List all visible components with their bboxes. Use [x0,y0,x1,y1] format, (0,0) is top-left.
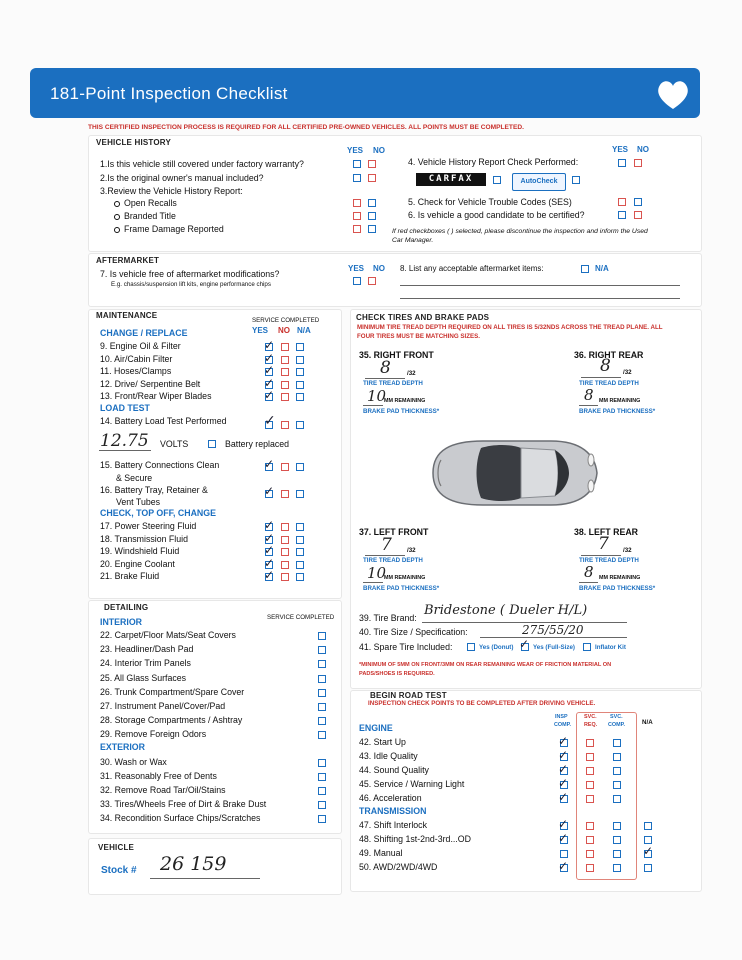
maintenance-item-label: 13. Front/Rear Wiper Blades [100,391,212,401]
maintenance-na-checkbox[interactable] [296,368,304,376]
detailing-checkbox[interactable] [318,689,326,697]
road-test-item-label: 50. AWD/2WD/4WD [359,862,438,872]
vh-no-header: NO [373,146,385,155]
q4-yes-checkbox[interactable] [618,159,626,167]
exterior-heading: EXTERIOR [100,742,145,752]
svc-comp-checkbox[interactable] [613,739,621,747]
q1-no-checkbox[interactable] [368,160,376,168]
aftermarket-heading: AFTERMARKET [96,256,160,265]
road-test-item-label: 46. Acceleration [359,793,422,803]
q7-examples: E.g. chassis/suspension lift kits, engine performance chips [111,281,271,288]
q2-no-checkbox[interactable] [368,174,376,182]
q8-na-checkbox[interactable] [581,265,589,273]
maintenance-no-checkbox[interactable] [281,548,289,556]
interior-heading: INTERIOR [100,617,143,627]
tires-heading: CHECK TIRES AND BRAKE PADS [356,313,490,322]
rr-pad-line[interactable] [579,405,598,406]
detailing-item-label: 30. Wash or Wax [100,757,167,767]
road-test-item-label: 44. Sound Quality [359,765,429,775]
q2-manual: 2.Is the original owner's manual included? [100,173,264,183]
check-mark: ✓ [264,484,275,498]
maintenance-item-label: 11. Hoses/Clamps [100,366,172,376]
lr-pad-line[interactable] [579,582,598,583]
col-svc-comp: SVC. [610,714,623,720]
heart-icon [654,75,692,113]
detailing-checkbox[interactable] [318,632,326,640]
maintenance-no-checkbox[interactable] [281,523,289,531]
item-14-no-checkbox[interactable] [281,421,289,429]
check-mark: ✓ [558,762,569,776]
q8-na-label: N/A [595,264,609,273]
lf-tread-value: 7 [381,535,392,555]
road-test-item-label: 48. Shifting 1st-2nd-3rd...OD [359,834,471,844]
battery-replaced-label: Battery replaced [225,439,290,449]
detailing-checkbox[interactable] [318,660,326,668]
svc-comp-checkbox[interactable] [613,753,621,761]
check-mark: ✓ [558,817,569,831]
vh-yes-header-right: YES [612,145,629,154]
road-test-item-label: 47. Shift Interlock [359,820,427,830]
q6-yes-checkbox[interactable] [618,211,626,219]
autocheck-checkbox[interactable] [572,176,580,184]
q7-no-checkbox[interactable] [368,277,376,285]
detailing-checkbox[interactable] [318,759,326,767]
sub-open-recalls: Open Recalls [124,198,177,208]
change-replace-heading: CHANGE / REPLACE [100,328,188,338]
check-mark: ✓ [558,831,569,845]
volts-label: VOLTS [160,439,189,449]
rf-pad-thickness-label: BRAKE PAD THICKNESS* [363,408,440,415]
item-15-na-checkbox[interactable] [296,463,304,471]
col-req: REQ. [584,722,598,728]
battery-volts-value: 12.75 [100,431,149,451]
q5-no-checkbox[interactable] [634,198,642,206]
item-15-no-checkbox[interactable] [281,463,289,471]
col-svc-comp-2: COMP. [608,722,625,728]
detailing-item-label: 32. Remove Road Tar/Oil/Stains [100,785,226,795]
right-rear-label: 36. RIGHT REAR [574,350,644,360]
detailing-item-label: 28. Storage Compartments / Ashtray [100,715,243,726]
detailing-item-label: 31. Reasonably Free of Dents [100,771,217,781]
recalls-yes-checkbox[interactable] [353,199,361,207]
maintenance-no-checkbox[interactable] [281,356,289,364]
sub-frame-damage: Frame Damage Reported [124,224,224,234]
lf-pad-thickness-label: BRAKE PAD THICKNESS* [363,585,440,592]
na-checkbox[interactable] [644,822,652,830]
maintenance-item-label: 17. Power Steering Fluid [100,521,197,531]
svc-comp-checkbox[interactable] [613,767,621,775]
check-mark: ✓ [558,859,569,873]
q4-report-check: 4. Vehicle History Report Check Performed: [408,157,579,167]
item-15-label-cont: & Secure [116,473,153,483]
sub-branded-title: Branded Title [124,211,176,221]
rf-mm-label: MM REMAINING [384,398,426,404]
check-mark: ✓ [558,748,569,762]
tires-note-2: FOUR TIRES MUST BE MATCHING SIZES. [357,333,480,340]
vehicle-heading: VEHICLE [98,843,135,852]
check-mark: ✓ [264,530,275,545]
detailing-item-label: 24. Interior Trim Panels [100,658,191,669]
lr-fraction: /32 [623,547,632,554]
road-test-heading: BEGIN ROAD TEST [370,691,447,700]
svc-comp-checkbox[interactable] [613,836,621,844]
maintenance-no-checkbox[interactable] [281,561,289,569]
item-14-label: 14. Battery Load Test Performed [100,416,227,426]
left-rear-label: 38. LEFT REAR [574,527,639,537]
am-yes-header: YES [348,264,365,273]
tire-size-label: 40. Tire Size / Specification: [359,627,468,637]
bullet [114,214,120,220]
vh-no-header-right: NO [637,145,649,154]
q8-write-line-1[interactable] [400,285,680,286]
q4-no-checkbox[interactable] [634,159,642,167]
mt-yes-header: YES [252,326,269,335]
lf-fraction: /32 [407,547,416,554]
check-mark: ✓ [558,790,569,804]
check-mark: ✓ [264,555,275,570]
maintenance-item-label: 18. Transmission Fluid [100,533,189,544]
rf-pad-value: 10 [367,387,387,405]
road-test-item-label: 42. Start Up [359,737,406,747]
road-test-item-label: 49. Manual [359,848,403,858]
detailing-heading: DETAILING [104,603,149,612]
rr-pad-thickness-label: BRAKE PAD THICKNESS* [579,408,656,415]
check-mark: ✓ [264,413,276,429]
rf-pad-line[interactable] [363,405,383,406]
transmission-heading: TRANSMISSION [359,806,427,816]
q5-yes-checkbox[interactable] [618,198,626,206]
svc-req-checkbox[interactable] [586,795,594,803]
spare-donut-checkbox[interactable] [467,643,475,651]
q1-yes-checkbox[interactable] [353,160,361,168]
col-insp: INSP [555,714,568,720]
autocheck-logo: AutoCheck [512,173,566,191]
rr-mm-label: MM REMAINING [599,398,641,404]
check-mark: ✓ [643,844,654,858]
svc-req-checkbox[interactable] [586,753,594,761]
maintenance-na-checkbox[interactable] [296,561,304,569]
maintenance-na-checkbox[interactable] [296,356,304,364]
rf-tread-value: 8 [380,358,391,378]
q5-trouble-codes: 5. Check for Vehicle Trouble Codes (SES) [408,197,572,207]
rr-fraction: /32 [623,369,632,376]
maintenance-na-checkbox[interactable] [296,536,304,544]
tire-size-line[interactable] [480,637,627,638]
tire-brand-label: 39. Tire Brand: [359,613,417,623]
road-test-note: INSPECTION CHECK POINTS TO BE COMPLETED AFTER DRIVING VEHICLE. [368,700,596,707]
detailing-item-label: 33. Tires/Wheels Free of Dirt & Brake Dust [100,799,267,809]
detailing-checkbox[interactable] [318,703,326,711]
maintenance-no-checkbox[interactable] [281,393,289,401]
inflator-kit-checkbox[interactable] [583,643,591,651]
q7-yes-checkbox[interactable] [353,277,361,285]
q6-no-checkbox[interactable] [634,211,642,219]
lr-tread-line[interactable] [581,555,621,556]
q7-modifications: 7. Is vehicle free of aftermarket modifications? [100,269,280,279]
road-test-item-label: 43. Idle Quality [359,751,418,761]
maintenance-no-checkbox[interactable] [281,343,289,351]
tires-note-1: MINIMUM TIRE TREAD DEPTH REQUIRED ON ALL TIRES IS 5/32NDS ACROSS THE TREAD PLANE. ALL [357,324,663,331]
lr-tread-label: TIRE TREAD DEPTH [579,557,639,564]
rr-tread-label: TIRE TREAD DEPTH [579,380,639,387]
stock-write-line[interactable] [150,878,260,879]
lf-pad-line[interactable] [363,582,383,583]
check-mark: ✓ [264,457,275,471]
lf-tread-label: TIRE TREAD DEPTH [363,557,423,564]
q8-write-line-2[interactable] [400,298,680,299]
volts-write-line[interactable] [99,450,151,451]
lr-mm-label: MM REMAINING [599,575,641,581]
detailing-checkbox[interactable] [318,787,326,795]
insp-comp-checkbox[interactable] [560,850,568,858]
maintenance-na-checkbox[interactable] [296,523,304,531]
spare-full-label: Yes (Full-Size) [533,644,575,651]
spare-tire-label: 41. Spare Tire Included: [359,642,453,652]
item-16-no-checkbox[interactable] [281,490,289,498]
svc-comp-checkbox[interactable] [613,781,621,789]
svc-req-checkbox[interactable] [586,836,594,844]
svc-req-checkbox[interactable] [586,822,594,830]
maintenance-item-label: 10. Air/Cabin Filter [100,353,173,364]
bullet [114,201,120,207]
spare-donut-label: Yes (Donut) [479,644,514,651]
svc-comp-checkbox[interactable] [613,795,621,803]
lr-pad-thickness-label: BRAKE PAD THICKNESS* [579,585,656,592]
maintenance-item-label: 19. Windshield Fluid [100,546,180,556]
engine-heading: ENGINE [359,723,393,733]
check-mark: ✓ [264,568,275,582]
check-mark: ✓ [558,776,569,790]
maintenance-no-checkbox[interactable] [281,536,289,544]
check-mark: ✓ [264,338,275,352]
q8-aftermarket-items: 8. List any acceptable aftermarket items: [400,264,544,273]
item-16-na-checkbox[interactable] [296,490,304,498]
maintenance-heading: MAINTENANCE [96,311,158,320]
detailing-checkbox[interactable] [318,731,326,739]
maintenance-no-checkbox[interactable] [281,368,289,376]
check-mark: ✓ [264,543,275,557]
detailing-checkbox[interactable] [318,675,326,683]
page-title: 181-Point Inspection Checklist [50,84,288,103]
maintenance-no-checkbox[interactable] [281,381,289,389]
battery-replaced-checkbox[interactable] [208,440,216,448]
svc-comp-checkbox[interactable] [613,850,621,858]
detailing-item-label: 22. Carpet/Floor Mats/Seat Covers [100,630,236,640]
q2-yes-checkbox[interactable] [353,174,361,182]
min-pad-note-2: PADS/SHOES IS REQUIRED. [359,671,435,677]
lf-pad-value: 10 [367,564,387,582]
detailing-checkbox[interactable] [318,801,326,809]
maintenance-no-checkbox[interactable] [281,573,289,581]
right-front-label: 35. RIGHT FRONT [359,350,434,360]
road-test-item-label: 45. Service / Warning Light [359,779,465,789]
vehicle-history-heading: VEHICLE HISTORY [96,138,172,147]
load-test-heading: LOAD TEST [100,403,150,413]
check-mark: ✓ [519,637,530,651]
maintenance-item-label: 9. Engine Oil & Filter [100,341,181,351]
item-14-na-checkbox[interactable] [296,421,304,429]
na-checkbox[interactable] [644,836,652,844]
stock-number-value: 26 159 [160,853,227,875]
item-16-label: 16. Battery Tray, Retainer & [100,485,208,495]
detailing-checkbox[interactable] [318,646,326,654]
item-15-label: 15. Battery Connections Clean [100,460,220,470]
mt-no-header: NO [278,326,290,335]
col-insp-comp: COMP. [554,722,571,728]
check-mark: ✓ [264,375,275,390]
recalls-no-checkbox[interactable] [368,199,376,207]
maintenance-na-checkbox[interactable] [296,393,304,401]
car-top-view-icon [423,436,601,510]
svc-comp-checkbox[interactable] [613,864,621,872]
detailing-checkbox[interactable] [318,815,326,823]
left-front-label: 37. LEFT FRONT [359,527,429,537]
check-mark: ✓ [264,350,275,365]
dt-service-completed: SERVICE COMPLETED [267,614,335,621]
lr-tread-value: 7 [598,534,609,554]
lr-pad-value: 8 [584,563,594,581]
na-checkbox[interactable] [644,864,652,872]
frame-yes-checkbox[interactable] [353,225,361,233]
rr-pad-value: 8 [584,386,594,404]
vh-yes-header: YES [347,146,364,155]
rr-tread-value: 8 [600,356,611,376]
maintenance-na-checkbox[interactable] [296,573,304,581]
branded-no-checkbox[interactable] [368,212,376,220]
maintenance-na-checkbox[interactable] [296,343,304,351]
col-svc-req: SVC. [584,714,597,720]
svc-req-checkbox[interactable] [586,864,594,872]
item-16-label-cont: Vent Tubes [116,497,161,507]
detailing-item-label: 26. Trunk Compartment/Spare Cover [100,686,245,697]
maintenance-item-label: 20. Engine Coolant [100,558,175,569]
detailing-item-label: 27. Instrument Panel/Cover/Pad [100,701,226,711]
lf-mm-label: MM REMAINING [384,575,426,581]
maintenance-item-label: 12. Drive/ Serpentine Belt [100,378,201,389]
branded-yes-checkbox[interactable] [353,212,361,220]
svc-req-checkbox[interactable] [586,850,594,858]
am-no-header: NO [373,264,385,273]
q6-good-candidate: 6. Is vehicle a good candidate to be certified? [408,210,585,220]
svc-req-checkbox[interactable] [586,781,594,789]
detailing-item-label: 29. Remove Foreign Odors [100,729,207,740]
check-mark: ✓ [558,734,569,748]
carfax-logo: CARFAX [416,173,486,186]
detailing-checkbox[interactable] [318,773,326,781]
q1-warranty: 1.Is this vehicle still covered under factory warranty? [100,159,304,169]
carfax-checkbox[interactable] [493,176,501,184]
svc-req-checkbox[interactable] [586,767,594,775]
maintenance-na-checkbox[interactable] [296,548,304,556]
mt-na-header: N/A [297,326,311,335]
frame-no-checkbox[interactable] [368,225,376,233]
detailing-item-label: 23. Headliner/Dash Pad [100,644,194,655]
mt-service-completed: SERVICE COMPLETED [252,317,320,324]
tire-size-value: 275/55/20 [522,623,584,637]
maintenance-item-label: 21. Brake Fluid [100,571,160,581]
svc-comp-checkbox[interactable] [613,822,621,830]
tire-brand-value: Bridestone ( Dueler H/L) [424,603,588,618]
detailing-checkbox[interactable] [318,717,326,725]
check-mark: ✓ [264,518,275,532]
min-pad-note-1: *MINIMUM OF 5MM ON FRONT/3MM ON REAR REMAINING WEAR OF FRICTION MATERIAL ON [359,662,612,668]
q3-history-report: 3.Review the Vehicle History Report: [100,186,243,196]
check-top-off-heading: CHECK, TOP OFF, CHANGE [100,508,216,518]
rf-tread-label: TIRE TREAD DEPTH [363,380,423,387]
rf-fraction: /32 [407,370,416,377]
rf-tread-line[interactable] [365,378,405,379]
check-mark: ✓ [264,363,275,377]
bullet [114,227,120,233]
rr-tread-line[interactable] [581,377,621,378]
detailing-item-label: 25. All Glass Surfaces [100,672,187,683]
inflator-kit-label: Inflator Kit [595,644,626,651]
certification-warning: THIS CERTIFIED INSPECTION PROCESS IS REQUIRED FOR ALL CERTIFIED PRE-OWNED VEHICLES. ALL POINTS MUST BE COMPLETED. [88,124,524,131]
stock-label: Stock # [101,865,137,876]
lf-tread-line[interactable] [365,555,405,556]
svc-req-checkbox[interactable] [586,739,594,747]
check-mark: ✓ [264,388,275,402]
detailing-item-label: 34. Recondition Surface Chips/Scratches [100,813,261,823]
discontinue-note: If red checkboxes ( ) selected, please discontinue the inspection and inform the Used Car Manager. [392,228,648,245]
maintenance-na-checkbox[interactable] [296,381,304,389]
col-na: N/A [642,719,653,726]
